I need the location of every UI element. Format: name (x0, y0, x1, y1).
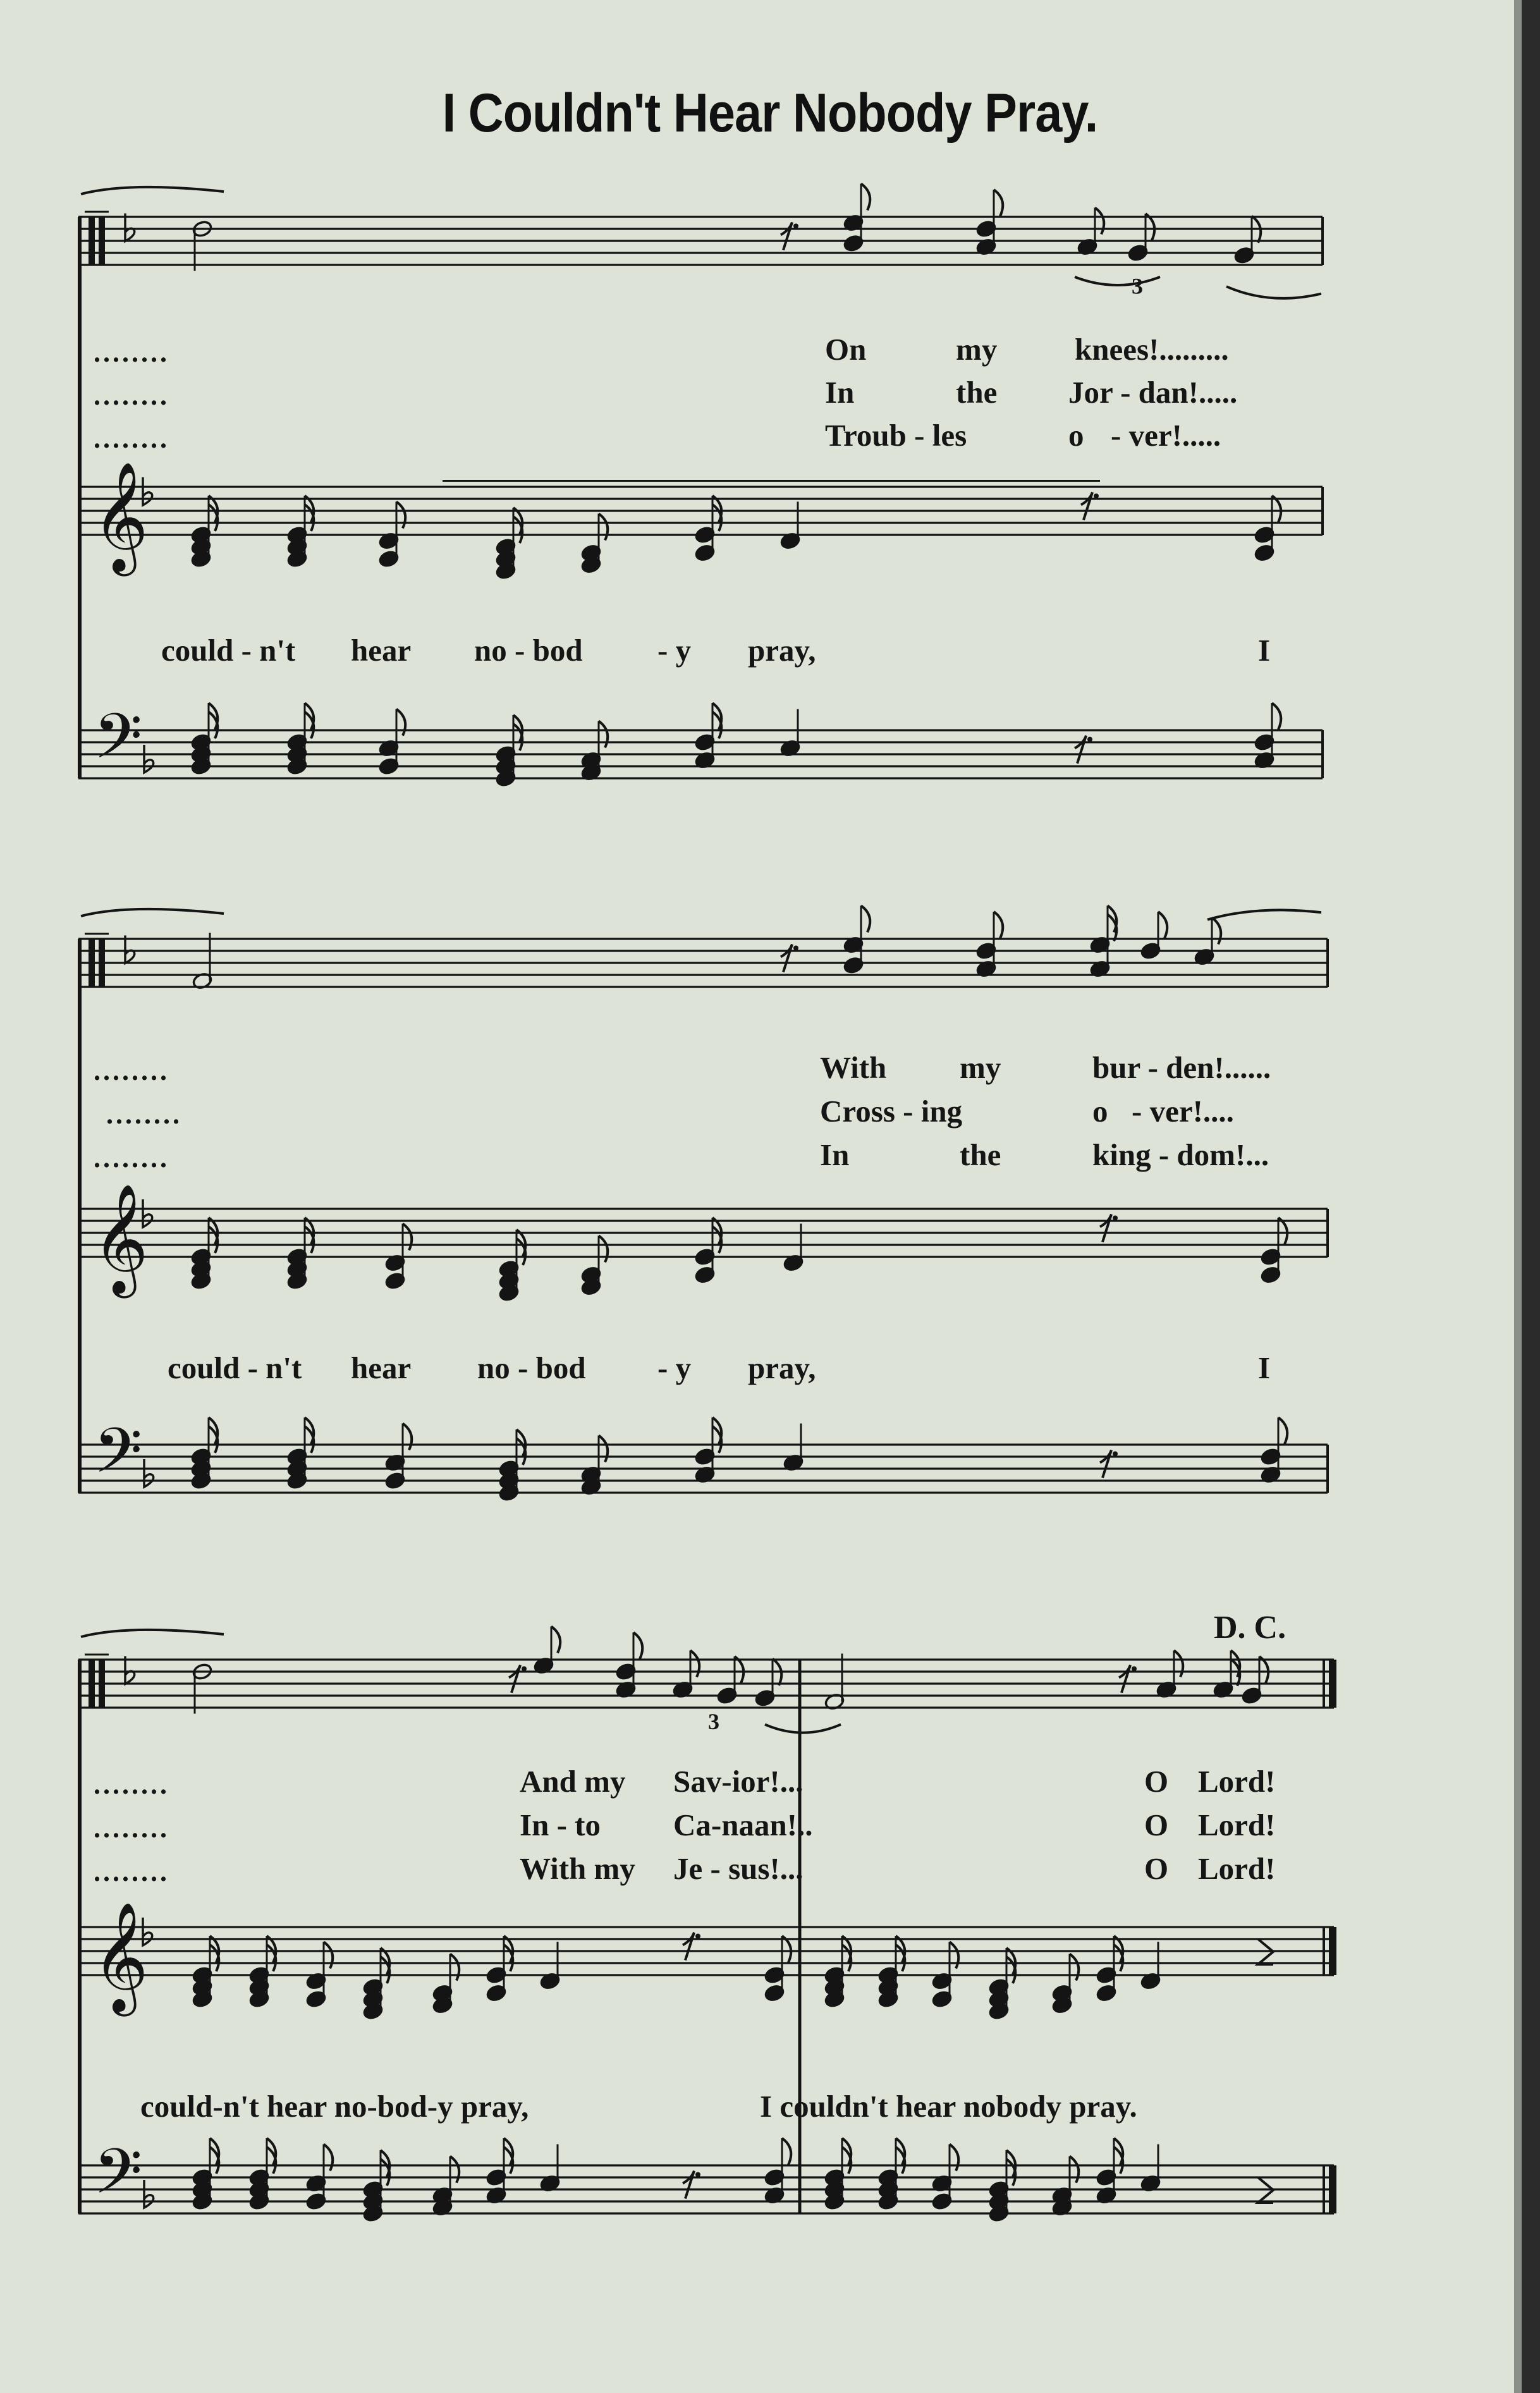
note-flag (403, 1424, 412, 1450)
verse-lyric: On (825, 332, 867, 367)
verse-lyric: - ver!.... (1132, 1094, 1234, 1129)
verse-lyric: the (960, 1137, 1001, 1172)
refrain-lyric: no - bod (477, 1350, 586, 1385)
refrain-lyric: - y (657, 633, 692, 668)
note-flag (861, 184, 870, 211)
dc-marking: D. C. (1214, 1610, 1286, 1646)
note-flag (1095, 208, 1104, 235)
verse-dots: ........ (94, 1142, 169, 1173)
refrain-lyric: hear (351, 1350, 412, 1385)
refrain-lyric: could - n't (168, 1350, 302, 1385)
verse-dots: ........ (94, 1813, 169, 1844)
eighth-rest (509, 1665, 520, 1693)
note-flag (599, 514, 608, 541)
verse-lyric: In (820, 1137, 850, 1172)
eighth-rest (683, 2171, 694, 2199)
rest-dot (1132, 1667, 1137, 1672)
final-barline (1329, 2165, 1336, 2213)
rest-dot (695, 2172, 700, 2177)
note-flag (1278, 1417, 1287, 1444)
percussion-clef (89, 939, 95, 987)
percussion-clef (89, 1660, 95, 1708)
flat-sign (144, 1459, 154, 1487)
verse-dots: ........ (94, 423, 169, 454)
bass-clef: 𝄢 (94, 701, 143, 788)
verse-lyric: Sav-ior!... (673, 1764, 804, 1799)
verse-lyric: With (820, 1050, 887, 1085)
eighth-rest (1075, 736, 1086, 764)
note-flag (599, 721, 608, 748)
verse-dots: ........ (106, 1099, 182, 1130)
verse-lyric: Lord! (1198, 1764, 1276, 1799)
slur (81, 187, 224, 194)
triplet-mark: 3 (708, 1709, 719, 1735)
slur (81, 909, 224, 916)
verse-dots: ........ (94, 1055, 169, 1086)
rest-dot (1087, 737, 1092, 742)
note-flag (994, 190, 1003, 216)
slur (1075, 277, 1160, 285)
bass-clef: 𝄢 (94, 2136, 143, 2224)
refrain-lyric: pray, (748, 633, 816, 668)
verse-lyric: With my (520, 1851, 635, 1886)
note-flag (450, 1954, 459, 1981)
eighth-rest (1081, 493, 1092, 520)
note-flag (782, 2138, 791, 2165)
note-flag (861, 906, 870, 933)
verse-lyric: In - to (520, 1808, 601, 1842)
rest-dot (793, 946, 798, 951)
eighth-rest (1100, 1450, 1111, 1478)
note-flag (450, 2157, 459, 2183)
verse-lyric: o (1068, 418, 1084, 453)
refrain-lyric: could - n't (161, 633, 296, 668)
verse-lyric: king - dom!... (1092, 1137, 1269, 1172)
note-flag (396, 709, 405, 736)
slur (1226, 286, 1321, 298)
rest-dot (1113, 1452, 1118, 1457)
verse-lyric: knees!......... (1075, 332, 1229, 367)
percussion-clef (89, 217, 95, 265)
treble-clef: 𝄞 (92, 1902, 149, 2012)
note-flag (599, 1236, 608, 1263)
rest-dot (1113, 1216, 1118, 1221)
slur (81, 1630, 224, 1637)
refrain-lyric: I (1258, 633, 1271, 668)
note-flag (1174, 1651, 1183, 1677)
rest-dot (1094, 494, 1099, 499)
bass-clef: 𝄢 (94, 1415, 143, 1503)
refrain-lyric: pray, (748, 1350, 816, 1385)
note-flag (396, 502, 405, 529)
verse-lyric: Lord! (1198, 1851, 1276, 1886)
note-flag (950, 2145, 958, 2171)
note-flag (1272, 703, 1281, 730)
final-barline (1329, 1660, 1336, 1708)
eighth-rest (1100, 1215, 1111, 1242)
note-flag (1070, 1954, 1079, 1981)
refrain-lyric: could-n't hear no-bod-y pray, (140, 2089, 529, 2124)
percussion-clef (99, 1660, 105, 1708)
note-flag (950, 1942, 958, 1969)
refrain-lyric: no - bod (474, 633, 583, 668)
refrain-lyric: hear (351, 633, 412, 668)
refrain-lyric: - y (657, 1350, 692, 1385)
verse-lyric: bur - den!...... (1092, 1050, 1271, 1085)
percussion-clef (99, 217, 105, 265)
note-flag (324, 1942, 333, 1969)
verse-dots: ........ (94, 380, 169, 411)
treble-clef: 𝄞 (92, 1184, 149, 1294)
verse-lyric: my (956, 332, 998, 367)
treble-clef: 𝄞 (92, 462, 149, 572)
note-flag (994, 912, 1003, 938)
verse-lyric: the (956, 375, 998, 410)
verse-lyric: - ver!..... (1111, 418, 1221, 453)
rest-dot (793, 224, 798, 229)
flat-sign (144, 745, 154, 773)
verse-lyric: In (825, 375, 855, 410)
note-flag (1070, 2157, 1079, 2183)
note-flag (403, 1224, 412, 1251)
verse-lyric: O (1144, 1851, 1169, 1886)
hymn-title: I Couldn't Hear Nobody Pray. (442, 83, 1098, 144)
refrain-lyric: I couldn't hear nobody pray. (760, 2089, 1137, 2124)
rest-dot (522, 1667, 527, 1672)
eighth-rest (781, 945, 792, 972)
eighth-rest (683, 1933, 694, 1961)
eighth-rest (1119, 1665, 1130, 1693)
note-flag (690, 1651, 699, 1677)
verse-lyric: O (1144, 1764, 1169, 1799)
note-flag (1158, 912, 1167, 938)
verse-lyric: Lord! (1198, 1808, 1276, 1842)
verse-lyric: my (960, 1050, 1001, 1085)
verse-lyric: Je - sus!... (673, 1851, 804, 1886)
verse-lyric: Cross - ing (820, 1094, 963, 1129)
final-barline (1329, 1927, 1336, 1975)
verse-lyric: Ca-naan!.. (673, 1808, 813, 1842)
verse-lyric: Troub - les (825, 418, 967, 453)
percussion-clef (99, 939, 105, 987)
verse-dots: ........ (94, 1769, 169, 1800)
note-flag (599, 1436, 608, 1462)
note-flag (633, 1632, 642, 1659)
verse-lyric: And my (520, 1764, 626, 1799)
note-flag (1212, 918, 1221, 945)
rest-dot (695, 1934, 700, 1939)
slur (765, 1725, 841, 1733)
refrain-lyric: I (1258, 1350, 1271, 1385)
verse-lyric: Jor - dan!..... (1068, 375, 1238, 410)
verse-lyric: O (1144, 1808, 1169, 1842)
verse-lyric: o (1092, 1094, 1108, 1129)
eighth-rest (781, 223, 792, 250)
triplet-mark: 3 (1132, 273, 1143, 299)
verse-dots: ........ (94, 1856, 169, 1887)
verse-dots: ........ (94, 337, 169, 368)
note-flag (324, 2145, 333, 2171)
slur (1207, 910, 1321, 919)
flat-sign (144, 2180, 154, 2208)
note-flag (551, 1627, 560, 1653)
